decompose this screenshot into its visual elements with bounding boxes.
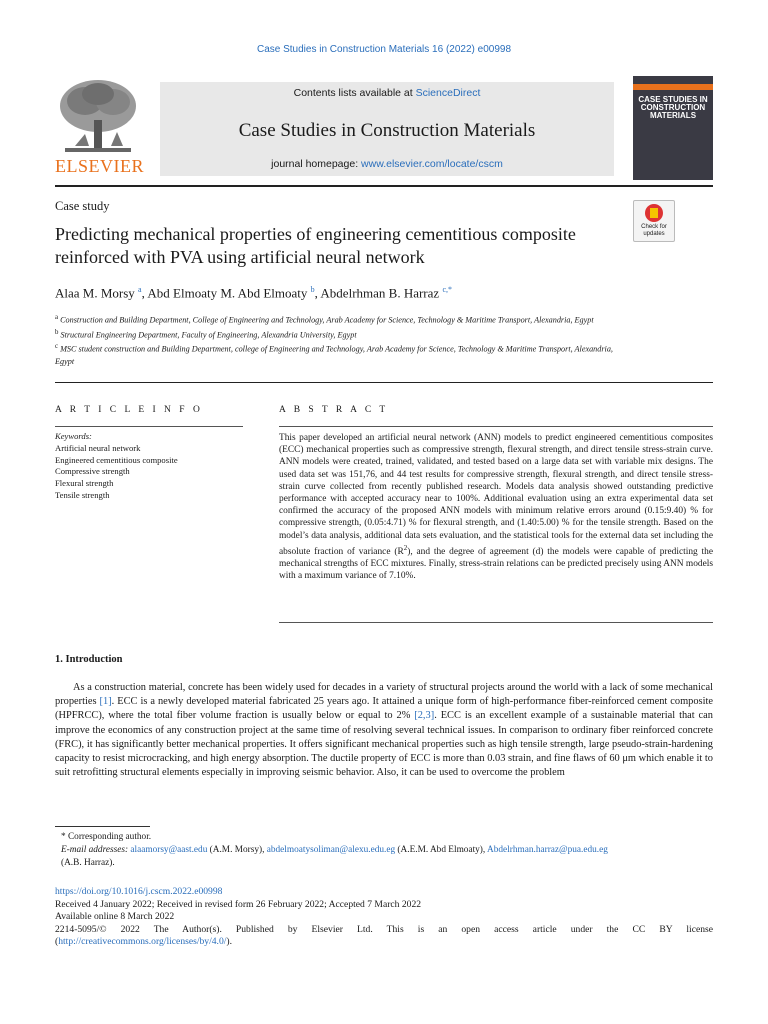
header-rule <box>55 185 713 187</box>
abstract-rule <box>279 426 713 427</box>
keyword-item: Artificial neural network <box>55 442 141 453</box>
email-link[interactable]: Abdelrhman.harraz@pua.edu.eg <box>487 845 608 855</box>
introduction-paragraph <box>55 681 713 780</box>
masthead <box>55 76 713 176</box>
abstract-text <box>279 432 713 583</box>
license-link-line <box>55 936 713 949</box>
keywords-list <box>55 431 243 502</box>
paper-title: Predicting mechanical properties of engineering cementitious composite reinforced with PVA using artificial neural network <box>55 224 576 267</box>
author-affiliation-link[interactable]: a <box>138 285 142 294</box>
journal-cover-thumbnail[interactable] <box>633 76 713 180</box>
email-link[interactable]: abdelmoatysoliman@alexu.edu.eg <box>266 845 396 855</box>
affiliation-key: b <box>55 328 59 336</box>
section-rule <box>55 382 713 383</box>
corresponding-author-note: * Corresponding author. <box>61 832 152 842</box>
author-separator: , <box>314 285 321 301</box>
body-text: . ECC is a newly developed material fabricated 25 years ago. It attained a unique form of high-performance fiber-reinforced cement composite (HPFRCC), where the total fiber volume fraction is usually below or equal to 2% <box>55 696 713 722</box>
email-owner: (A.M. Morsy), <box>207 845 267 855</box>
email-addresses <box>55 844 713 870</box>
doi-link[interactable]: https://doi.org/10.1016/j.cscm.2022.e00998 <box>55 886 223 897</box>
footnote-rule <box>55 826 150 827</box>
running-head[interactable]: Case Studies in Construction Materials 16 (2022) e00998 <box>256 44 512 55</box>
affiliation-text: MSC student construction and Building Department, college of Engineering and Technology, Arab Academy for Science, Technology & Maritime Transport, Alexandria, Egypt <box>55 345 613 367</box>
affiliation-text: Structural Engineering Department, Faculty of Engineering, Alexandria University, Egypt <box>60 330 357 340</box>
author-separator: , <box>141 285 148 301</box>
affiliation-key: c <box>55 343 59 351</box>
affiliations <box>55 312 615 368</box>
author-name: Alaa M. Morsy <box>55 285 135 301</box>
cover-accent-bar <box>633 84 713 90</box>
affiliation-text: Construction and Building Department, College of Engineering and Technology, Arab Academy for Science, Technology & Maritime Transport, Alexandria, Egypt <box>60 315 594 325</box>
abstract-part: This paper developed an artificial neural network (ANN) models to predict engineered cementitious composites (ECC) mechanical properties such as compressive strength, flexural strength, and direct tensile stress-strain curve. ANN models were created, trained, validated, and tested based on a large data set with variable mix designs. The used data set was 151,76, and 44 test results for compressive strength, flexural strength, and direct tensile stress-strain curve collected from recently published research. Models data analysis showed outstanding predictive performance with accepted accuracy near to 100%. Additional evaluation using an extra experimental data set confirmed the accuracy of the proposed ANN models with minimum relative errors around (0.15:9.40) % for compressive strength, (0.05:4.71) % for flexural strength, and (1.40:5.00) % for the tensile strength. Based on the model’s data analysis, additional data sets evaluation, and the statistical tools for the external data set including the absolute fraction of variance (R <box>279 433 713 557</box>
abstract-superscript: 2 <box>403 543 408 552</box>
author-affiliation-link[interactable]: c,* <box>442 285 452 294</box>
article-info-rule <box>55 426 243 427</box>
affiliation-item <box>55 327 615 342</box>
publisher-wordmark: ELSEVIER <box>55 156 144 176</box>
check-for-updates-button[interactable] <box>633 200 675 242</box>
crossmark-bookmark-icon <box>650 208 658 218</box>
email-owner: (A.E.M. Abd Elmoaty), <box>395 845 488 855</box>
sciencedirect-link[interactable]: ScienceDirect <box>415 87 481 99</box>
contents-line <box>160 87 614 99</box>
reference-link[interactable]: [1] <box>99 696 112 708</box>
email-link[interactable]: alaamorsy@aast.edu <box>130 845 208 855</box>
author-name: Abdelrhman B. Harraz <box>320 285 440 301</box>
author-name: Abd Elmoaty M. Abd Elmoaty <box>147 285 308 301</box>
body-text: . ECC is an excellent example of a sustainable material that can improve the economics of any construction project at the same time of resolving several technical issues. In comparison to ordinary fiber reinforced concrete (FRC), it has significantly better mechanical properties. It offers significant mechanical properties such as high tensile strength, large pseudo-strain-hardening capacity to resist microcracking, and high energy absorption. The ductile property of ECC is more than 0.03 strain, and fine flaws of 60 μm which enable it to suit retrofitting structural elements especially in improving seismic behavior. Also, it can be used to overcome the problem <box>55 710 713 779</box>
email-owner: (A.B. Harraz). <box>61 858 115 868</box>
abstract-heading: A B S T R A C T <box>279 405 389 415</box>
homepage-link[interactable]: www.elsevier.com/locate/cscm <box>361 158 503 170</box>
journal-title: Case Studies in Construction Materials <box>238 120 536 141</box>
email-label: E-mail addresses: <box>61 845 131 855</box>
affiliation-key: a <box>55 314 59 321</box>
journal-banner <box>160 82 614 176</box>
article-type: Case study <box>55 199 110 213</box>
cover-title: CASE STUDIES IN CONSTRUCTION MATERIALS <box>638 95 708 120</box>
homepage-prefix: journal homepage: <box>271 158 362 170</box>
abstract-end-rule <box>279 622 713 623</box>
elsevier-tree-logo <box>55 76 144 176</box>
body-text: As a construction material, concrete has been widely used for decades in a variety of structural projects around the world with a lack of some mechanical properties <box>55 682 713 708</box>
keyword-item: Engineered cementitious composite <box>55 454 178 465</box>
keywords-label: Keywords: <box>55 431 92 441</box>
keyword-item: Flexural strength <box>55 478 114 489</box>
paren-close: ). <box>226 936 233 947</box>
abstract-part: ), and the degree of agreement (d) the models were capable of predicting the mechanical strengths of ECC mixtures. Finally, stress-strain relations can be predicted precisely using ANN models with a maximum variance of 7.10%. <box>279 546 714 582</box>
received-dates: Received 4 January 2022; Received in revised form 26 February 2022; Accepted 7 March 2022 <box>55 898 422 910</box>
author-affiliation-link[interactable]: b <box>310 285 315 294</box>
publication-info <box>55 886 713 949</box>
license-statement: 2214-5095/© 2022 The Author(s). Published by Elsevier Ltd. This is an open access article under the CC BY license <box>55 923 713 935</box>
check-updates-label: Check for updates <box>641 224 667 237</box>
affiliation-item <box>55 312 615 327</box>
section-heading-introduction: 1. Introduction <box>55 654 123 665</box>
article-info-heading: A R T I C L E I N F O <box>55 405 203 415</box>
crossmark-icon <box>645 204 663 222</box>
author-list <box>55 285 452 301</box>
available-online: Available online 8 March 2022 <box>55 911 175 922</box>
affiliation-item <box>55 341 615 368</box>
keyword-item: Tensile strength <box>55 489 110 500</box>
keyword-item: Compressive strength <box>55 466 130 477</box>
license-link[interactable]: http://creativecommons.org/licenses/by/4.0/ <box>58 936 227 947</box>
tree-icon <box>55 76 141 156</box>
reference-link[interactable]: [2,3] <box>414 710 435 722</box>
homepage-line <box>160 158 614 170</box>
footnotes <box>55 831 713 870</box>
contents-prefix: Contents lists available at <box>293 87 416 99</box>
paren-open: ( <box>55 936 59 947</box>
